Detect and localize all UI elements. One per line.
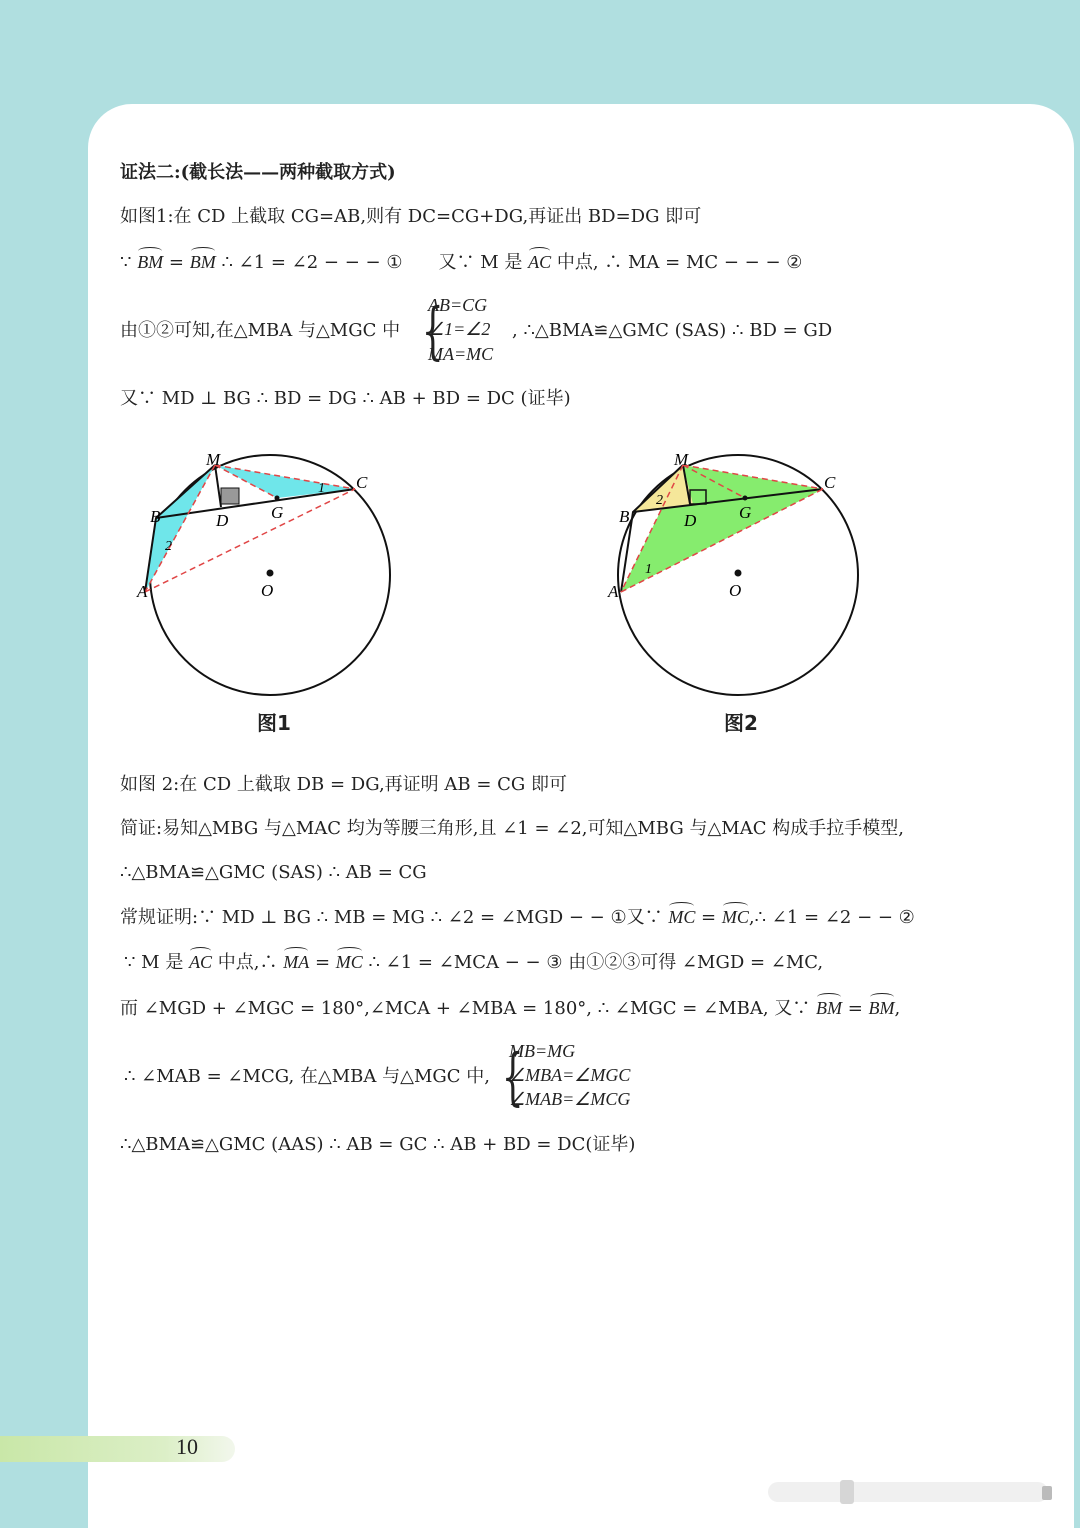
- arc-bm: BM: [137, 252, 164, 272]
- arc-mc: MC: [668, 907, 696, 927]
- label-d: D: [216, 511, 229, 530]
- system-line: ∠1=∠2: [428, 319, 491, 339]
- text-line-12: ∴△BMA≌△GMC (AAS) ∴ AB = GC ∴ AB + BD = DC(证毕): [120, 1134, 636, 1155]
- label-angle-1: 1: [318, 481, 325, 496]
- text-line-3-pre: 由①②可知,在△MBA 与△MGC 中: [120, 320, 401, 341]
- figure-1-caption: 图1: [257, 711, 291, 735]
- label-m: M: [206, 450, 221, 469]
- arc-bm-2: BM: [189, 252, 216, 272]
- page-number: 10: [176, 1434, 198, 1459]
- label-b: B: [619, 507, 630, 526]
- arc-ac: AC: [528, 252, 552, 272]
- scroll-indicator-icon: [768, 1478, 1063, 1508]
- figure-1: [120, 440, 420, 730]
- arc-mc-2: MC: [721, 907, 749, 927]
- text-line-1: 如图1:在 CD 上截取 CG=AB,则有 DC=CG+DG,再证出 BD=DG 即可: [120, 206, 702, 227]
- text-line-3-post: , ∴△BMA≌△GMC (SAS) ∴ BD = GD: [512, 320, 833, 341]
- system-line: ∠MBA=∠MGC: [509, 1065, 631, 1085]
- arc-mc: MC: [335, 952, 363, 972]
- system-line: ∠MAB=∠MCG: [509, 1089, 631, 1109]
- text-line-9: ∵ M 是 AC 中点,∴ MA = MC ∴ ∠1 = ∠MCA − − ③ 由①②③可得 ∠MGD = ∠MC,: [124, 952, 824, 973]
- label-d: D: [684, 511, 697, 530]
- text-line-8: 常规证明:∵ MD ⊥ BG ∴ MB = MG ∴ ∠2 = ∠MGD − − ①又∵ MC = MC,∴ ∠1 = ∠2 − − ②: [120, 907, 915, 928]
- label-c: C: [356, 473, 368, 492]
- label-g: G: [739, 503, 752, 522]
- label-o: O: [261, 581, 274, 600]
- arc-ma: MA: [283, 952, 310, 972]
- system-line: AB=CG: [428, 295, 488, 315]
- label-m: M: [674, 450, 689, 469]
- footer-bar: [0, 1436, 235, 1462]
- label-o: O: [729, 581, 742, 600]
- label-c: C: [824, 473, 836, 492]
- figure-2-caption: 图2: [724, 711, 758, 735]
- system-line: MA=MC: [428, 344, 494, 364]
- arc-ac: AC: [189, 952, 213, 972]
- brace-2: {: [501, 1040, 524, 1113]
- text-line-6: 简证:易知△MBG 与△MAC 均为等腰三角形,且 ∠1 = ∠2,可知△MBG 与△MAC 构成手拉手模型,: [120, 818, 904, 839]
- label-angle-1: 1: [645, 562, 652, 577]
- text-line-2: ∵ BM = BM ∴ ∠1 = ∠2 − − − ① 又∵ M 是 AC 中点, ∴ MA = MC − − − ②: [120, 252, 803, 273]
- text-line-4: 又∵ MD ⊥ BG ∴ BD = DG ∴ AB + BD = DC (证毕): [120, 388, 571, 409]
- text-line-10: 而 ∠MGD + ∠MGC = 180°,∠MCA + ∠MBA = 180°, ∴ ∠MGC = ∠MBA, 又∵ BM = BM,: [120, 998, 901, 1019]
- text-line-11-pre: ∴ ∠MAB = ∠MCG, 在△MBA 与△MGC 中,: [124, 1066, 490, 1087]
- label-b: B: [150, 507, 161, 526]
- text-line-5: 如图 2:在 CD 上截取 DB = DG,再证明 AB = CG 即可: [120, 774, 568, 795]
- brace-1: {: [421, 294, 444, 367]
- label-angle-2: 2: [656, 493, 663, 508]
- arc-bm-2: BM: [868, 998, 895, 1018]
- label-g: G: [271, 503, 284, 522]
- figure-2: [590, 440, 890, 730]
- page-sheet: [88, 104, 1074, 1528]
- label-a: A: [137, 582, 148, 601]
- text-line-7: ∴△BMA≌△GMC (SAS) ∴ AB = CG: [120, 862, 427, 883]
- label-angle-2: 2: [165, 539, 172, 554]
- label-a: A: [608, 582, 619, 601]
- system-line: MB=MG: [509, 1041, 576, 1061]
- section-heading: 证法二:(截长法——两种截取方式): [120, 162, 396, 183]
- arc-bm: BM: [815, 998, 842, 1018]
